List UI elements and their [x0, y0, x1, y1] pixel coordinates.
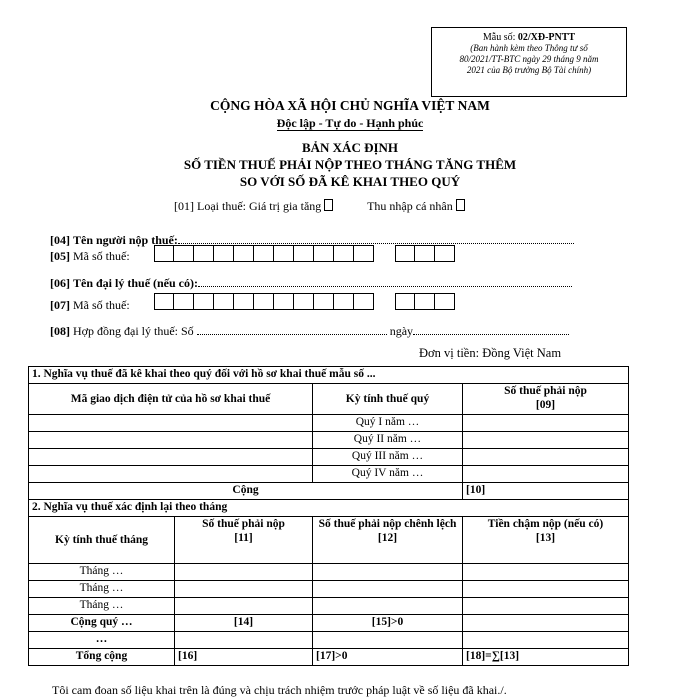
s2-col-difference: [313, 517, 463, 564]
form-code-value: 02/XĐ-PNTT: [517, 32, 576, 43]
taxpayer-name-field[interactable]: [178, 233, 574, 244]
table-row: [29, 432, 629, 449]
s1-quarter-cell: Quý III năm …: [313, 449, 463, 466]
s2-col-late-fee: [463, 517, 629, 564]
tax-id-branch-boxes[interactable]: [395, 244, 455, 262]
form-note-line-1: (Ban hành kèm theo Thông tư số: [470, 43, 588, 53]
s2-late-cell[interactable]: [463, 581, 629, 598]
s2-month-cell: Tháng …: [29, 564, 175, 581]
s2-late-cell[interactable]: [463, 564, 629, 581]
s1-total-code: [10]: [463, 483, 629, 500]
form-code: [432, 32, 626, 43]
pit-label: Thu nhập cá nhân: [367, 199, 453, 213]
field-06-label: Tên đại lý thuế (nếu có):: [73, 276, 199, 290]
field-05-label: Mã số thuế:: [73, 249, 130, 263]
vat-checkbox[interactable]: [324, 199, 333, 211]
national-motto: [0, 116, 700, 131]
section-1-title-row: [29, 367, 629, 384]
s2-col-late-fee-label: Tiền chậm nộp (nếu có): [487, 518, 604, 530]
agent-name-field[interactable]: [198, 276, 572, 287]
contract-date-field[interactable]: [413, 324, 569, 335]
tax-type-label: Loại thuế: Giá trị gia tăng: [197, 199, 322, 213]
field-08-date-label: ngày: [389, 324, 414, 338]
tax-id-boxes[interactable]: [154, 244, 374, 262]
s1-transaction-cell[interactable]: [29, 432, 313, 449]
document-title-line-3: SO VỚI SỐ ĐÃ KÊ KHAI THEO QUÝ: [239, 174, 461, 189]
s2-quarter-total-c4[interactable]: [463, 615, 629, 632]
s2-diff-cell[interactable]: [313, 564, 463, 581]
s1-col-tax-payable: [463, 384, 629, 415]
s2-quarter-total-c2: [14]: [175, 615, 313, 632]
field-07-row: [50, 298, 130, 313]
tax-type-code: [01]: [174, 199, 194, 213]
declaration-text: Tôi cam đoan số liệu khai trên là đúng và chịu trách nhiệm trước pháp luật về số liệu đã khai./.: [52, 683, 507, 697]
pit-checkbox[interactable]: [456, 199, 465, 211]
s2-grand-total-row: [29, 649, 629, 666]
s2-ellipsis: …: [29, 632, 175, 649]
s1-quarter-cell: Quý IV năm …: [313, 466, 463, 483]
field-07-label: Mã số thuế:: [73, 298, 130, 312]
section-2-header-row: [29, 517, 629, 564]
section-1-header-row: [29, 384, 629, 415]
s2-quarter-total-c3: [15]>0: [313, 615, 463, 632]
tax-id-main-boxes[interactable]: [154, 245, 374, 262]
s2-col-tax-payable-label: Số thuế phải nộp: [202, 518, 285, 530]
table-row: [29, 564, 629, 581]
section-2-title-row: [29, 500, 629, 517]
document-title-line-2: SỐ TIỀN THUẾ PHẢI NỘP THEO THÁNG TĂNG THÊM: [183, 157, 517, 172]
field-04-label: Tên người nộp thuế:: [73, 233, 178, 247]
section-2-title: 2. Nghĩa vụ thuế xác định lại theo tháng: [29, 500, 629, 517]
s1-quarter-cell: Quý I năm …: [313, 415, 463, 432]
s2-col-difference-label: Số thuế phải nộp chênh lệch: [318, 518, 457, 530]
s2-amount-cell[interactable]: [175, 598, 313, 615]
s2-col-late-fee-code: [13]: [535, 532, 556, 544]
s2-col-tax-payable-code: [11]: [234, 532, 253, 544]
field-05-row: [50, 249, 130, 264]
s2-amount-cell[interactable]: [175, 581, 313, 598]
table-row: [29, 466, 629, 483]
s2-grand-total-c4: [18]=∑[13]: [463, 649, 629, 666]
form-note-line-3: 2021 của Bộ trưởng Bộ Tài chính): [466, 65, 592, 75]
tax-type-row: [174, 199, 465, 214]
table-row: [29, 598, 629, 615]
form-note-line-2: 80/2021/TT-BTC ngày 29 tháng 9 năm: [459, 54, 599, 64]
form-number-box: [431, 27, 627, 97]
s2-col-month: Kỳ tính thuế tháng: [29, 517, 175, 564]
form-code-label: Mẫu số:: [482, 32, 518, 43]
field-04-code: [04]: [50, 233, 70, 247]
table-row: [29, 581, 629, 598]
s1-total-label: Cộng: [29, 483, 463, 500]
s1-amount-cell[interactable]: [463, 415, 629, 432]
agent-tax-id-branch-boxes[interactable]: [395, 292, 455, 310]
currency-unit: Đơn vị tiền: Đồng Việt Nam: [419, 346, 562, 360]
s2-ellipsis-row: [29, 632, 629, 649]
tax-table: [28, 366, 629, 666]
s2-col-difference-code: [12]: [377, 532, 398, 544]
document-title-line-1: BẢN XÁC ĐỊNH: [301, 140, 399, 155]
national-heading: CỘNG HÒA XÃ HỘI CHỦ NGHĨA VIỆT NAM: [210, 98, 490, 113]
field-05-code: [05]: [50, 249, 70, 263]
s1-quarter-cell: Quý II năm …: [313, 432, 463, 449]
s2-late-cell[interactable]: [463, 598, 629, 615]
field-08-label: Hợp đồng đại lý thuế: Số: [73, 324, 194, 338]
s2-diff-cell[interactable]: [313, 598, 463, 615]
s1-col-quarter: Kỳ tính thuế quý: [313, 384, 463, 415]
s1-transaction-cell[interactable]: [29, 415, 313, 432]
s2-diff-cell[interactable]: [313, 581, 463, 598]
s2-amount-cell[interactable]: [175, 564, 313, 581]
contract-number-field[interactable]: [197, 324, 387, 335]
field-07-code: [07]: [50, 298, 70, 312]
s1-amount-cell[interactable]: [463, 432, 629, 449]
agent-tax-id-boxes[interactable]: [154, 292, 374, 310]
s1-transaction-cell[interactable]: [29, 449, 313, 466]
table-row: [29, 449, 629, 466]
field-06-code: [06]: [50, 276, 70, 290]
s1-amount-cell[interactable]: [463, 466, 629, 483]
s2-month-cell: Tháng …: [29, 598, 175, 615]
field-08-row: [50, 324, 569, 339]
table-row: [29, 415, 629, 432]
s2-grand-total-label: Tổng cộng: [29, 649, 175, 666]
s2-col-tax-payable: [175, 517, 313, 564]
s2-quarter-total-row: [29, 615, 629, 632]
s2-month-cell: Tháng …: [29, 581, 175, 598]
s2-grand-total-c3: [17]>0: [313, 649, 463, 666]
field-08-code: [08]: [50, 324, 70, 338]
motto-text: Độc lập - Tự do - Hạnh phúc: [276, 116, 424, 130]
s2-grand-total-c2: [16]: [175, 649, 313, 666]
s1-amount-cell[interactable]: [463, 449, 629, 466]
field-06-row: [50, 276, 572, 291]
s1-col-tax-payable-code: [09]: [535, 399, 556, 411]
section-1-title: 1. Nghĩa vụ thuế đã kê khai theo quý đối với hồ sơ khai thuế mẫu số ...: [29, 367, 629, 384]
s2-quarter-total-label: Cộng quý …: [29, 615, 175, 632]
s1-col-transaction-code: Mã giao dịch điện tử của hồ sơ khai thuế: [29, 384, 313, 415]
s1-total-row: [29, 483, 629, 500]
s1-col-tax-payable-label: Số thuế phải nộp: [504, 385, 587, 397]
s1-transaction-cell[interactable]: [29, 466, 313, 483]
